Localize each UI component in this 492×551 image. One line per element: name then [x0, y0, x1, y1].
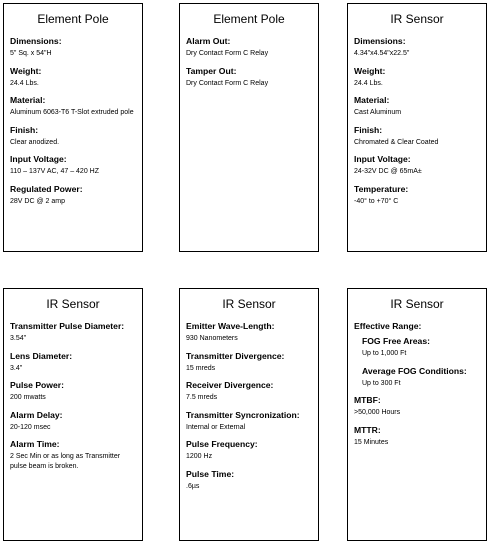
spec-item: [10, 321, 136, 344]
spec-item: [354, 395, 480, 418]
card-title: IR Sensor: [390, 297, 444, 311]
spec-value: 24-32V DC @ 65mA±: [354, 168, 422, 175]
spec-item: [354, 425, 480, 448]
spec-label: Tamper Out:: [186, 65, 237, 76]
spec-label: Receiver Divergence:: [186, 380, 274, 390]
spec-card-element-pole-1: [3, 3, 143, 252]
spec-value: 3.54": [10, 335, 27, 342]
spec-value: 4.34"x4.54"x22.5": [354, 50, 410, 57]
spec-card-ir-sensor-3: [179, 288, 319, 541]
spec-label: Weight:: [354, 65, 386, 76]
spec-item: [186, 36, 312, 59]
spec-label: Dimensions:: [354, 36, 406, 46]
spec-item: [186, 380, 312, 403]
spec-value: >50,000 Hours: [354, 409, 401, 416]
spec-item: [10, 125, 136, 148]
spec-value: Chromated & Clear Coated: [354, 138, 439, 146]
spec-value: Cast Aluminum: [354, 109, 402, 116]
spec-label: Input Voltage:: [354, 154, 411, 164]
spec-item: [186, 321, 312, 344]
spec-value: Aluminum 6063-T6 T-Slot extruded pole: [10, 109, 134, 116]
spec-value: .6µs: [186, 482, 200, 490]
card-title: Element Pole: [213, 12, 285, 26]
spec-label: Alarm Delay:: [10, 409, 63, 420]
spec-value: 110 – 137V AC, 47 – 420 HZ: [10, 168, 99, 175]
spec-card-ir-sensor-2: [3, 288, 143, 541]
spec-item: [354, 184, 480, 207]
spec-label: Temperature:: [354, 183, 409, 194]
card-title: Element Pole: [37, 12, 109, 26]
spec-card-ir-sensor-4: [347, 288, 487, 541]
spec-value: 1200 Hz: [186, 453, 213, 460]
spec-value: 28V DC @ 2 amp: [10, 197, 65, 205]
spec-item: [354, 66, 480, 89]
spec-value: 5" Sq. x 54"H: [10, 50, 52, 57]
spec-value: Clear anodized.: [10, 138, 60, 146]
spec-label: Pulse Power:: [10, 380, 64, 390]
spec-item: [10, 36, 136, 59]
spec-card-ir-sensor-1: [347, 3, 487, 252]
card-title: IR Sensor: [46, 297, 100, 311]
spec-item: [186, 469, 312, 492]
spec-label: Finish:: [354, 124, 383, 135]
spec-label: MTTR:: [354, 424, 381, 435]
spec-value: Internal or External: [186, 423, 246, 431]
spec-item: [10, 95, 136, 118]
spec-label: Pulse Frequency:: [186, 439, 258, 449]
spec-label: Transmitter Pulse Diameter:: [10, 321, 125, 331]
spec-value: 20-120 msec: [10, 423, 51, 431]
spec-item: [354, 366, 480, 389]
spec-item: [10, 351, 136, 374]
spec-value: Up to 300 Ft: [362, 379, 401, 387]
spec-label: Weight:: [10, 65, 42, 76]
spec-item: [354, 125, 480, 148]
spec-value: 200 mwatts: [10, 394, 46, 401]
spec-item: [10, 380, 136, 403]
spec-value: Dry Contact Form C Relay: [186, 79, 269, 87]
spec-item: [10, 410, 136, 433]
spec-value: 7.5 mreds: [186, 394, 218, 401]
spec-label: MTBF:: [354, 395, 381, 405]
spec-label: Average FOG Conditions:: [362, 365, 467, 376]
spec-label: Effective Range:: [354, 321, 422, 331]
spec-value: Dry Contact Form C Relay: [186, 50, 269, 57]
spec-item: [354, 336, 480, 359]
spec-item: [186, 66, 312, 89]
spec-card-element-pole-2: [179, 3, 319, 252]
spec-value: 15 Minutes: [354, 438, 389, 446]
card-title: IR Sensor: [390, 12, 444, 26]
spec-value: 3.4": [10, 364, 23, 372]
spec-label: Material:: [354, 95, 390, 105]
spec-label: Transmitter Syncronization:: [186, 409, 300, 420]
spec-item: [354, 36, 480, 59]
spec-label: Material:: [10, 95, 46, 105]
spec-label: Transmitter Divergence:: [186, 350, 285, 361]
spec-value: -40° to +70° C: [354, 197, 399, 205]
spec-value: 24.4 Lbs.: [354, 79, 383, 87]
spec-label: FOG Free Areas:: [362, 336, 430, 346]
spec-value: 930 Nanometers: [186, 335, 238, 342]
spec-value: 24.4 Lbs.: [10, 79, 39, 87]
spec-item: [354, 95, 480, 118]
spec-label: Lens Diameter:: [10, 350, 73, 361]
spec-item: [354, 154, 480, 177]
spec-value: 2 Sec Min or as long as Transmitter pulse beam is broken.: [10, 453, 121, 470]
spec-item: [10, 439, 136, 471]
spec-value: 15 mreds: [186, 364, 216, 372]
spec-item: [10, 184, 136, 207]
spec-label: Alarm Out:: [186, 36, 231, 46]
spec-label: Dimensions:: [10, 36, 62, 46]
spec-value: Up to 1,000 Ft: [362, 350, 407, 357]
spec-item: [10, 66, 136, 89]
spec-item: [10, 154, 136, 177]
spec-item: [186, 351, 312, 374]
spec-label: Pulse Time:: [186, 468, 235, 479]
spec-item: [186, 410, 312, 433]
spec-label: Emitter Wave-Length:: [186, 321, 275, 331]
spec-label: Finish:: [10, 124, 39, 135]
spec-label: Alarm Time:: [10, 439, 60, 449]
card-title: IR Sensor: [222, 297, 276, 311]
spec-label: Regulated Power:: [10, 183, 83, 194]
spec-item: [354, 321, 480, 332]
spec-label: Input Voltage:: [10, 154, 67, 164]
spec-item: [186, 439, 312, 462]
